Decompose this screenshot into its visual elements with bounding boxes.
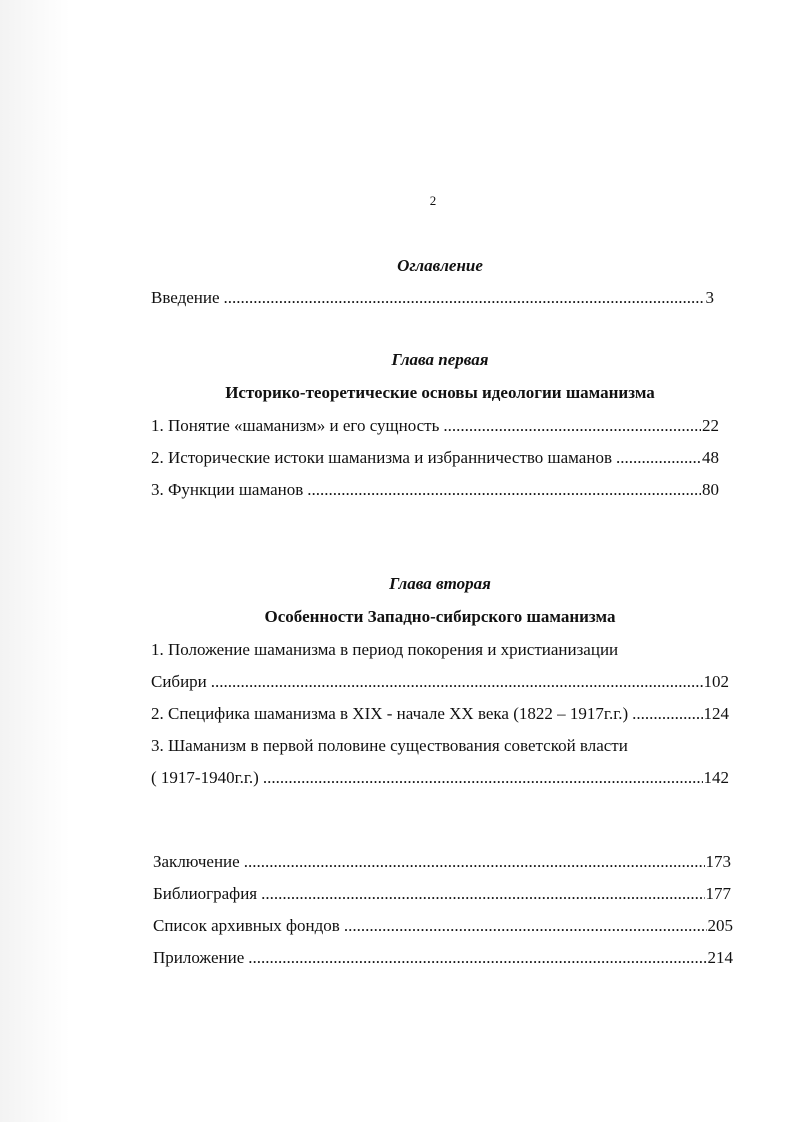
- toc-entry: [153, 852, 731, 872]
- leader-dots: [344, 916, 707, 936]
- toc-entry-label: 3. Функции шаманов: [151, 480, 304, 499]
- toc-entry-intro: [151, 288, 714, 308]
- toc-entry-label: 2. Специфика шаманизма в XIX - начале XX века (1822 – 1917г.г.): [151, 704, 629, 723]
- toc-entry-page: 22: [702, 416, 719, 435]
- chapter1-title: Глава первая: [391, 350, 489, 369]
- toc-entry-label: ( 1917-1940г.г.): [151, 768, 259, 787]
- toc-entry-label: Библиография: [153, 884, 258, 903]
- page-number: 2: [429, 193, 437, 208]
- toc-entry-page: 102: [703, 672, 729, 691]
- toc-entry: [151, 416, 719, 436]
- toc-entry: [153, 884, 731, 904]
- toc-entry-label: Приложение: [153, 948, 245, 967]
- toc-entry-page: 142: [703, 768, 729, 787]
- chapter2-title: Глава вторая: [389, 574, 491, 593]
- leader-dots: [307, 480, 701, 500]
- toc-entry-page: 177: [705, 884, 731, 903]
- leader-dots: [263, 768, 703, 788]
- toc-entry-label: 3. Шаманизм в первой половине существования советской власти: [151, 736, 628, 755]
- toc-entry-label: 2. Исторические истоки шаманизма и избранничество шаманов: [151, 448, 612, 467]
- toc-entry: [151, 480, 719, 500]
- toc-entry: [151, 768, 729, 788]
- toc-entry-page: 48: [702, 448, 719, 467]
- leader-dots: [616, 448, 701, 468]
- toc-entry-page: 173: [705, 852, 731, 871]
- toc-entry-page: 214: [707, 948, 733, 967]
- toc-entry: [151, 704, 729, 724]
- toc-entry-page: 205: [707, 916, 733, 935]
- leader-dots: [632, 704, 702, 724]
- toc-entry: [151, 672, 729, 692]
- leader-dots: [244, 852, 705, 872]
- leader-dots: [224, 288, 705, 308]
- toc-entry-page: 124: [703, 704, 729, 723]
- toc-entry-label: 1. Положение шаманизма в период покорения и христианизации: [151, 640, 619, 659]
- leader-dots: [211, 672, 703, 692]
- toc-entry: [153, 916, 733, 936]
- chapter1-subtitle: Историко-теоретические основы идеологии шаманизма: [225, 383, 655, 402]
- toc-entry-label: Заключение: [153, 852, 240, 871]
- toc-entry: [151, 448, 719, 468]
- scan-shadow: [0, 0, 70, 1122]
- leader-dots: [248, 948, 706, 968]
- toc-entry-page: 80: [702, 480, 719, 499]
- leader-dots: [261, 884, 704, 904]
- toc-entry: [153, 948, 733, 968]
- toc-heading: Оглавление: [397, 256, 483, 275]
- toc-entry-label: 1. Понятие «шаманизм» и его сущность: [151, 416, 440, 435]
- leader-dots: [443, 416, 701, 436]
- toc-entry-page: 3: [705, 288, 714, 307]
- toc-entry-label: Сибири: [151, 672, 207, 691]
- toc-entry-label: Введение: [151, 288, 220, 307]
- toc-entry-label: Список архивных фондов: [153, 916, 340, 935]
- chapter2-subtitle: Особенности Западно-сибирского шаманизма: [264, 607, 616, 626]
